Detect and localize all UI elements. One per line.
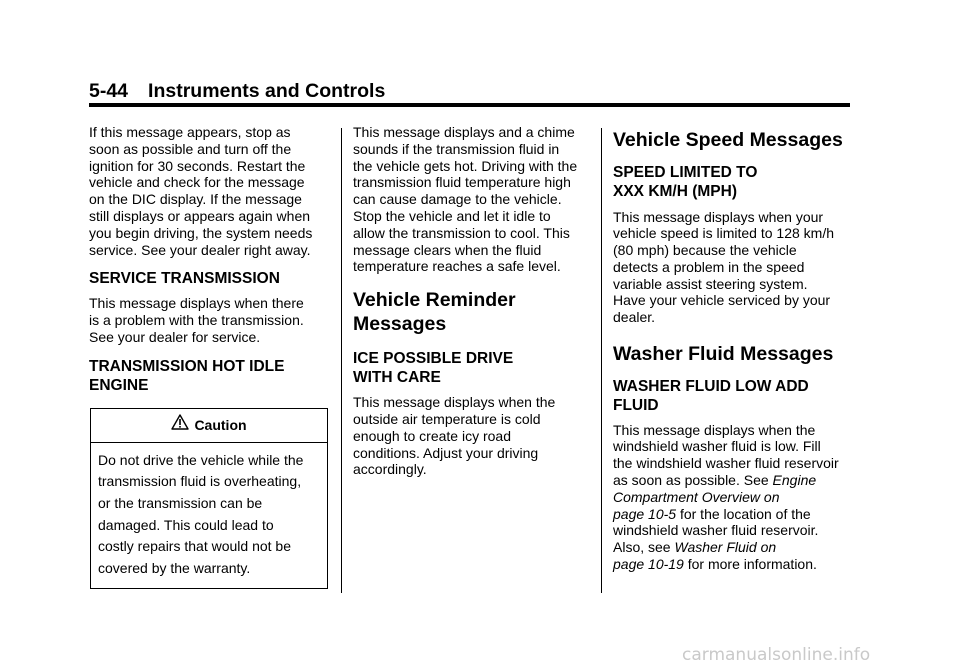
washer-fluid-link[interactable]: Washer Fluid on: [674, 539, 777, 556]
service-transmission-heading: SERVICE TRANSMISSION: [89, 270, 280, 288]
vehicle-reminder-heading: Vehicle Reminder Messages: [353, 289, 516, 335]
speed-limited-heading: SPEED LIMITED TO XXX KM/H (MPH): [613, 163, 758, 200]
page-header: [89, 80, 385, 103]
ice-possible-heading: ICE POSSIBLE DRIVE WITH CARE: [353, 350, 514, 387]
transmission-hot-idle-heading: TRANSMISSION HOT IDLE ENGINE: [89, 357, 285, 394]
caution-box: [90, 408, 328, 590]
section-title: Instruments and Controls: [148, 80, 386, 102]
ice-possible-text: This message displays when the outside air temperature is cold enough to create icy road conditions. Adjust your driving accordingly.: [353, 394, 556, 478]
watermark: carmanualsonline.info: [682, 645, 871, 665]
intro-paragraph: If this message appears, stop as soon as possible and turn off the ignition for 30 seconds. Restart the vehicle and check for the message on the DIC display. If the message still displays or appears again when you begin driving, the system needs service. See your dealer right away.: [89, 124, 313, 258]
column-2: [353, 124, 596, 478]
engine-compartment-link[interactable]: Engine: [772, 471, 817, 488]
column-1: [89, 124, 332, 589]
vehicle-speed-heading: Vehicle Speed Messages: [613, 129, 843, 151]
washer-fluid-low-heading: WASHER FLUID LOW ADD FLUID: [613, 377, 809, 414]
washer-fluid-text: This message displays when the windshield washer fluid is low. Fill the windshield washer fluid reservoir as soon as possible. See Engine Compartment Overview on page 10-5 for the location of the windshield washer fluid reservoir. Also, see Washer Fluid on page 10-19 for more information.: [613, 421, 839, 572]
header-rule: [89, 103, 850, 107]
warning-icon: [171, 414, 189, 430]
transmission-hot-text: This message displays and a chime sounds if the transmission fluid in the vehicle gets hot. Driving with the transmission fluid temperature high can cause damage to the vehicle. Stop the vehicle and let it idle to allow the transmission to cool. This message clears when the fluid temperature reaches a safe level.: [353, 124, 578, 275]
caution-title: Caution: [194, 417, 247, 434]
column-divider-2: [601, 128, 602, 593]
service-transmission-text: This message displays when there is a problem with the transmission. See your dealer for service.: [89, 295, 304, 345]
caution-text: Do not drive the vehicle while the transmission fluid is overheating, or the transmission can be damaged. This could lead to costly repairs that would not be covered by the warranty.: [98, 451, 304, 576]
page-10-19-link[interactable]: page 10-19: [613, 555, 684, 572]
washer-fluid-heading: Washer Fluid Messages: [613, 343, 834, 366]
speed-limited-text: This message displays when your vehicle speed is limited to 128 km/h (80 mph) because the vehicle detects a problem in the speed variable assist steering system. Have your vehicle serviced by your dealer.: [613, 208, 834, 326]
page-number: 5-44: [89, 80, 129, 102]
caution-header: [91, 409, 327, 443]
engine-compartment-link-cont[interactable]: Compartment Overview on: [613, 488, 780, 505]
column-divider-1: [341, 128, 342, 593]
column-3: [613, 124, 856, 573]
page-10-5-link[interactable]: page 10-5: [613, 505, 677, 522]
